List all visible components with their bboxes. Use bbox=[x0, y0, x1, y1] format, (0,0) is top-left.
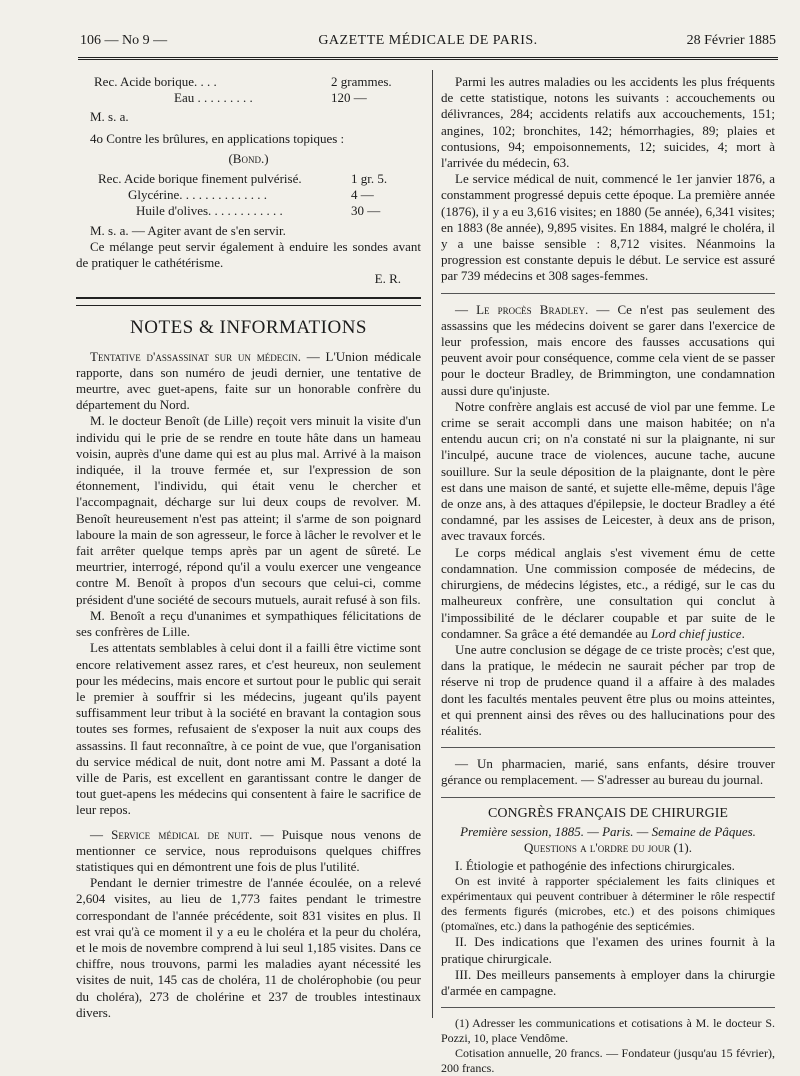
page-header bbox=[80, 30, 776, 52]
paragraph: Parmi les autres maladies ou les accidents les plus fréquents de cette statistique, notons les suivants : accouchements ou délivrances, 284; accidents relatifs aux accouchements, 151; angines, 102; bronchites, 142; hémorrhagies, 89; plaies et contusions, 94; empoisonnements, 12; suicides, 4; mort à l'arrivée du médecin, 63. bbox=[441, 74, 775, 171]
paragraph: M. le docteur Benoît (de Lille) reçoit vers minuit la visite d'un individu qui le prie de se rendre en toute hâte dans un hameau voisin, auprès d'une dame qui est au plus mal. Arrivé à la maison indiquée, il la trouve fermée et, sur l'expression de son étonnement, l'individu, qui était venu le chercher et l'accompagnait, décharge sur lui deux coups de revolver. M. Benoît heureusement n'est pas atteint; il s'arme de son poignard laboure la main de son agresseur, le force à lâcher le revolver et le fait arrêter quelque temps après par un agent de sûreté. Le meurtrier, interrogé, répond qu'il a voulu exercer une vengeance contre M. Benoît à propos d'un secours que celui-ci, comme président d'une société de secours mutuels, aurait refusé à son fils. bbox=[76, 413, 421, 607]
article-heading: — Le procès Bradley. bbox=[455, 301, 589, 317]
header-rule bbox=[78, 57, 778, 60]
page-number: 106 — No 9 — bbox=[80, 33, 168, 48]
paragraph: Pendant le dernier trimestre de l'année écoulée, on a relevé 2,604 visites, au lieu de 1,773 faites pendant le trimestre correspondant de l'année précédente, soit 831 visites en plus. Il est vrai qu'à ce moment il y a eu le choléra et la peur du choléra, et le mois de novembre comprend à lui seul 1,185 visites. Dans ce chiffre, nous trouvons, parmi les maladies ayant nécessité les visites de nuit, 145 cas de choléra, 11 de cholérophobie (ou peur du choléra), 273 de cholérine et 237 de troubles intestinaux divers. bbox=[76, 875, 421, 1020]
recipe-line: Glycérine. . . . . . . . . . . . . . 4 — bbox=[128, 187, 374, 203]
section-rule bbox=[76, 297, 421, 306]
question: III. Des meilleurs pansements à employer dans la chirurgie d'armée en campagne. bbox=[441, 966, 775, 998]
footnote: (1) Adresser les communications et cotisations à M. le docteur S. Pozzi, 10, place Vendôme. bbox=[441, 1016, 775, 1046]
column-divider bbox=[432, 70, 433, 1018]
questions-heading: Questions a l'ordre du jour (1). bbox=[524, 839, 692, 855]
journal-title: GAZETTE MÉDICALE DE PARIS. bbox=[318, 33, 538, 48]
signature: E. R. bbox=[374, 271, 401, 287]
ms-line: M. s. a. bbox=[90, 109, 129, 125]
paragraph: — Le procès Bradley. — Ce n'est pas seulement des assassins que les médecins doivent se garer dans l'exercice de leur profession, mais encore des fausses accusations qui peuvent avoir pour conséquence, comme cela vient de se passer pour le docteur Bradley, de Brimmington, une condamnation aussi dure qu'injuste. bbox=[441, 301, 775, 398]
paragraph: — Un pharmacien, marié, sans enfants, désire trouver gérance ou remplacement. — S'adresser au bureau du journal. bbox=[441, 756, 775, 788]
question: I. Étiologie et pathogénie des infections chirurgicales. bbox=[455, 858, 735, 874]
divider bbox=[441, 747, 775, 748]
item-4: 4o Contre les brûlures, en applications topiques : bbox=[90, 130, 345, 146]
footnote: Cotisation annuelle, 20 francs. — Fondateur (jusqu'au 15 février), 200 francs. bbox=[441, 1046, 775, 1076]
paragraph: Notre confrère anglais est accusé de viol par une femme. Le crime se serait accompli dans une maison habitée; on n'a entendu aucun cri; on n'a constaté ni sur la plaignante, ni sur l'inculpé, aucune trace de violences, aucune tache, aucune souillure. Sur la seule déposition de la plaignante, dont le père est dans une maison de santé, et sujette elle-même, depuis l'âge de onze ans, à des attaques d'épilepsie, le docteur Bradley a été condamné, par les assises de Leicester, à deux ans de prison, avec travaux forcés. bbox=[441, 398, 775, 544]
paragraph: Le corps médical anglais s'est vivement ému de cette condamnation. Une commission composée de médecins, de chirurgiens, de médecins légistes, etc., a rédigé, sur le cas du malheureux confrère, une consultation qui conclut à l'impossibilité de le déclarer coupable et par suite de le condamner. Sa grâce a été demandée au Lord chief justice. bbox=[441, 544, 775, 641]
left-column bbox=[76, 74, 421, 1021]
section-title: NOTES & INFORMATIONS bbox=[130, 317, 367, 339]
paragraph: — Service médical de nuit. — Puisque nous venons de mentionner ce service, nous reproduisons quelques chiffres statistiques qui en démontrent une fois de plus l'utilité. bbox=[76, 826, 421, 874]
divider bbox=[441, 797, 775, 798]
ms-line: M. s. a. — Agiter avant de s'en servir. bbox=[90, 222, 286, 238]
author-bond: (Bond.) bbox=[228, 150, 269, 166]
paragraph: Les attentats semblables à celui dont il a failli être victime sont encore relativement assez rares, et c'est heureux, non seulement pour les médecins, mais encore et surtout pour le public qui serait le premier à souffrir si les médecins, jugeant qu'ils payent suffisamment leur tribut à la société en bravant la contagion sous toutes ses formes, refusaient de s'exposer la nuit aux coups des assassins. Il faut reconnaître, à ce point de vue, que l'organisation du service médical de nuit, dont notre ami M. Passant a doté la ville de Paris, est excellent en garantissant contre le danger de tout guet-apens les médecins qui consentent à faire le sacrifice de leur repos. bbox=[76, 640, 421, 818]
recipe-line: Rec. Acide borique. . . . 2 grammes. bbox=[94, 74, 392, 89]
recipe-line: Rec. Acide borique finement pulvérisé. 1 gr. 5. bbox=[98, 171, 388, 187]
question: II. Des indications que l'examen des urines fournit à la pratique chirurgicale. bbox=[441, 934, 775, 966]
question-detail: On est invité à rapporter spécialement les faits cliniques et expérimentaux qui peuvent contribuer à déterminer le rôle respectif des ferments figurés (microbes, etc.) et des poisons chimiques (ptomaïnes, etc.) dans la pathogénie des septicémies. bbox=[441, 874, 775, 934]
recipe-line: Huile d'olives. . . . . . . . . . . . 30 — bbox=[136, 203, 381, 219]
divider bbox=[441, 293, 775, 294]
article-heading: Tentative d'assassinat sur un médecin. bbox=[90, 348, 301, 364]
issue-date: 28 Février 1885 bbox=[686, 33, 776, 48]
footnote-rule bbox=[441, 1007, 775, 1008]
congress-title: CONGRÈS FRANÇAIS DE CHIRURGIE bbox=[488, 805, 728, 821]
paragraph: Le service médical de nuit, commencé le 1er janvier 1876, a constamment progressé depuis cette époque. La première année (1876), il y a eu 3,616 visites; en 1880 (5e année), 6,341 visites; en 1883 (8e année), 9,895 visites. En 1884, malgré le choléra, il y a une baisse sensible : 8,712 visites. Néanmoins la progression est constante depuis le début. Le service est assuré par 739 médecins et 308 sages-femmes. bbox=[441, 171, 775, 284]
paragraph: M. Benoît a reçu d'unanimes et sympathiques félicitations de ses confrères de Lille. bbox=[76, 607, 421, 640]
congress-session: Première session, 1885. — Paris. — Semaine de Pâques. bbox=[460, 823, 756, 839]
article-heading: — Service médical de nuit. bbox=[90, 826, 253, 842]
right-column bbox=[441, 74, 775, 1076]
paragraph: Une autre conclusion se dégage de ce triste procès; c'est que, dans la pratique, le médecin ne saurait pécher par trop de réserve ni trop de prudence quand il a affaire à des malades dont les facultés mentales peuvent être plus ou moins atteintes, et qui prennent ainsi des rêves ou des hallucinations pour des réalités. bbox=[441, 641, 775, 738]
italic-term: Lord chief justice bbox=[651, 625, 742, 641]
recipe-line: Eau . . . . . . . . . 120 — bbox=[174, 90, 367, 106]
paragraph: Tentative d'assassinat sur un médecin. — L'Union médicale rapporte, dans son numéro de jeudi dernier, une tentative de meurtre, avec guet-apens, faite sur un honorable confrère du département du Nord. bbox=[76, 348, 421, 413]
paragraph: Ce mélange peut servir également à enduire les sondes avant de pratiquer le cathétérisme. bbox=[76, 238, 421, 271]
